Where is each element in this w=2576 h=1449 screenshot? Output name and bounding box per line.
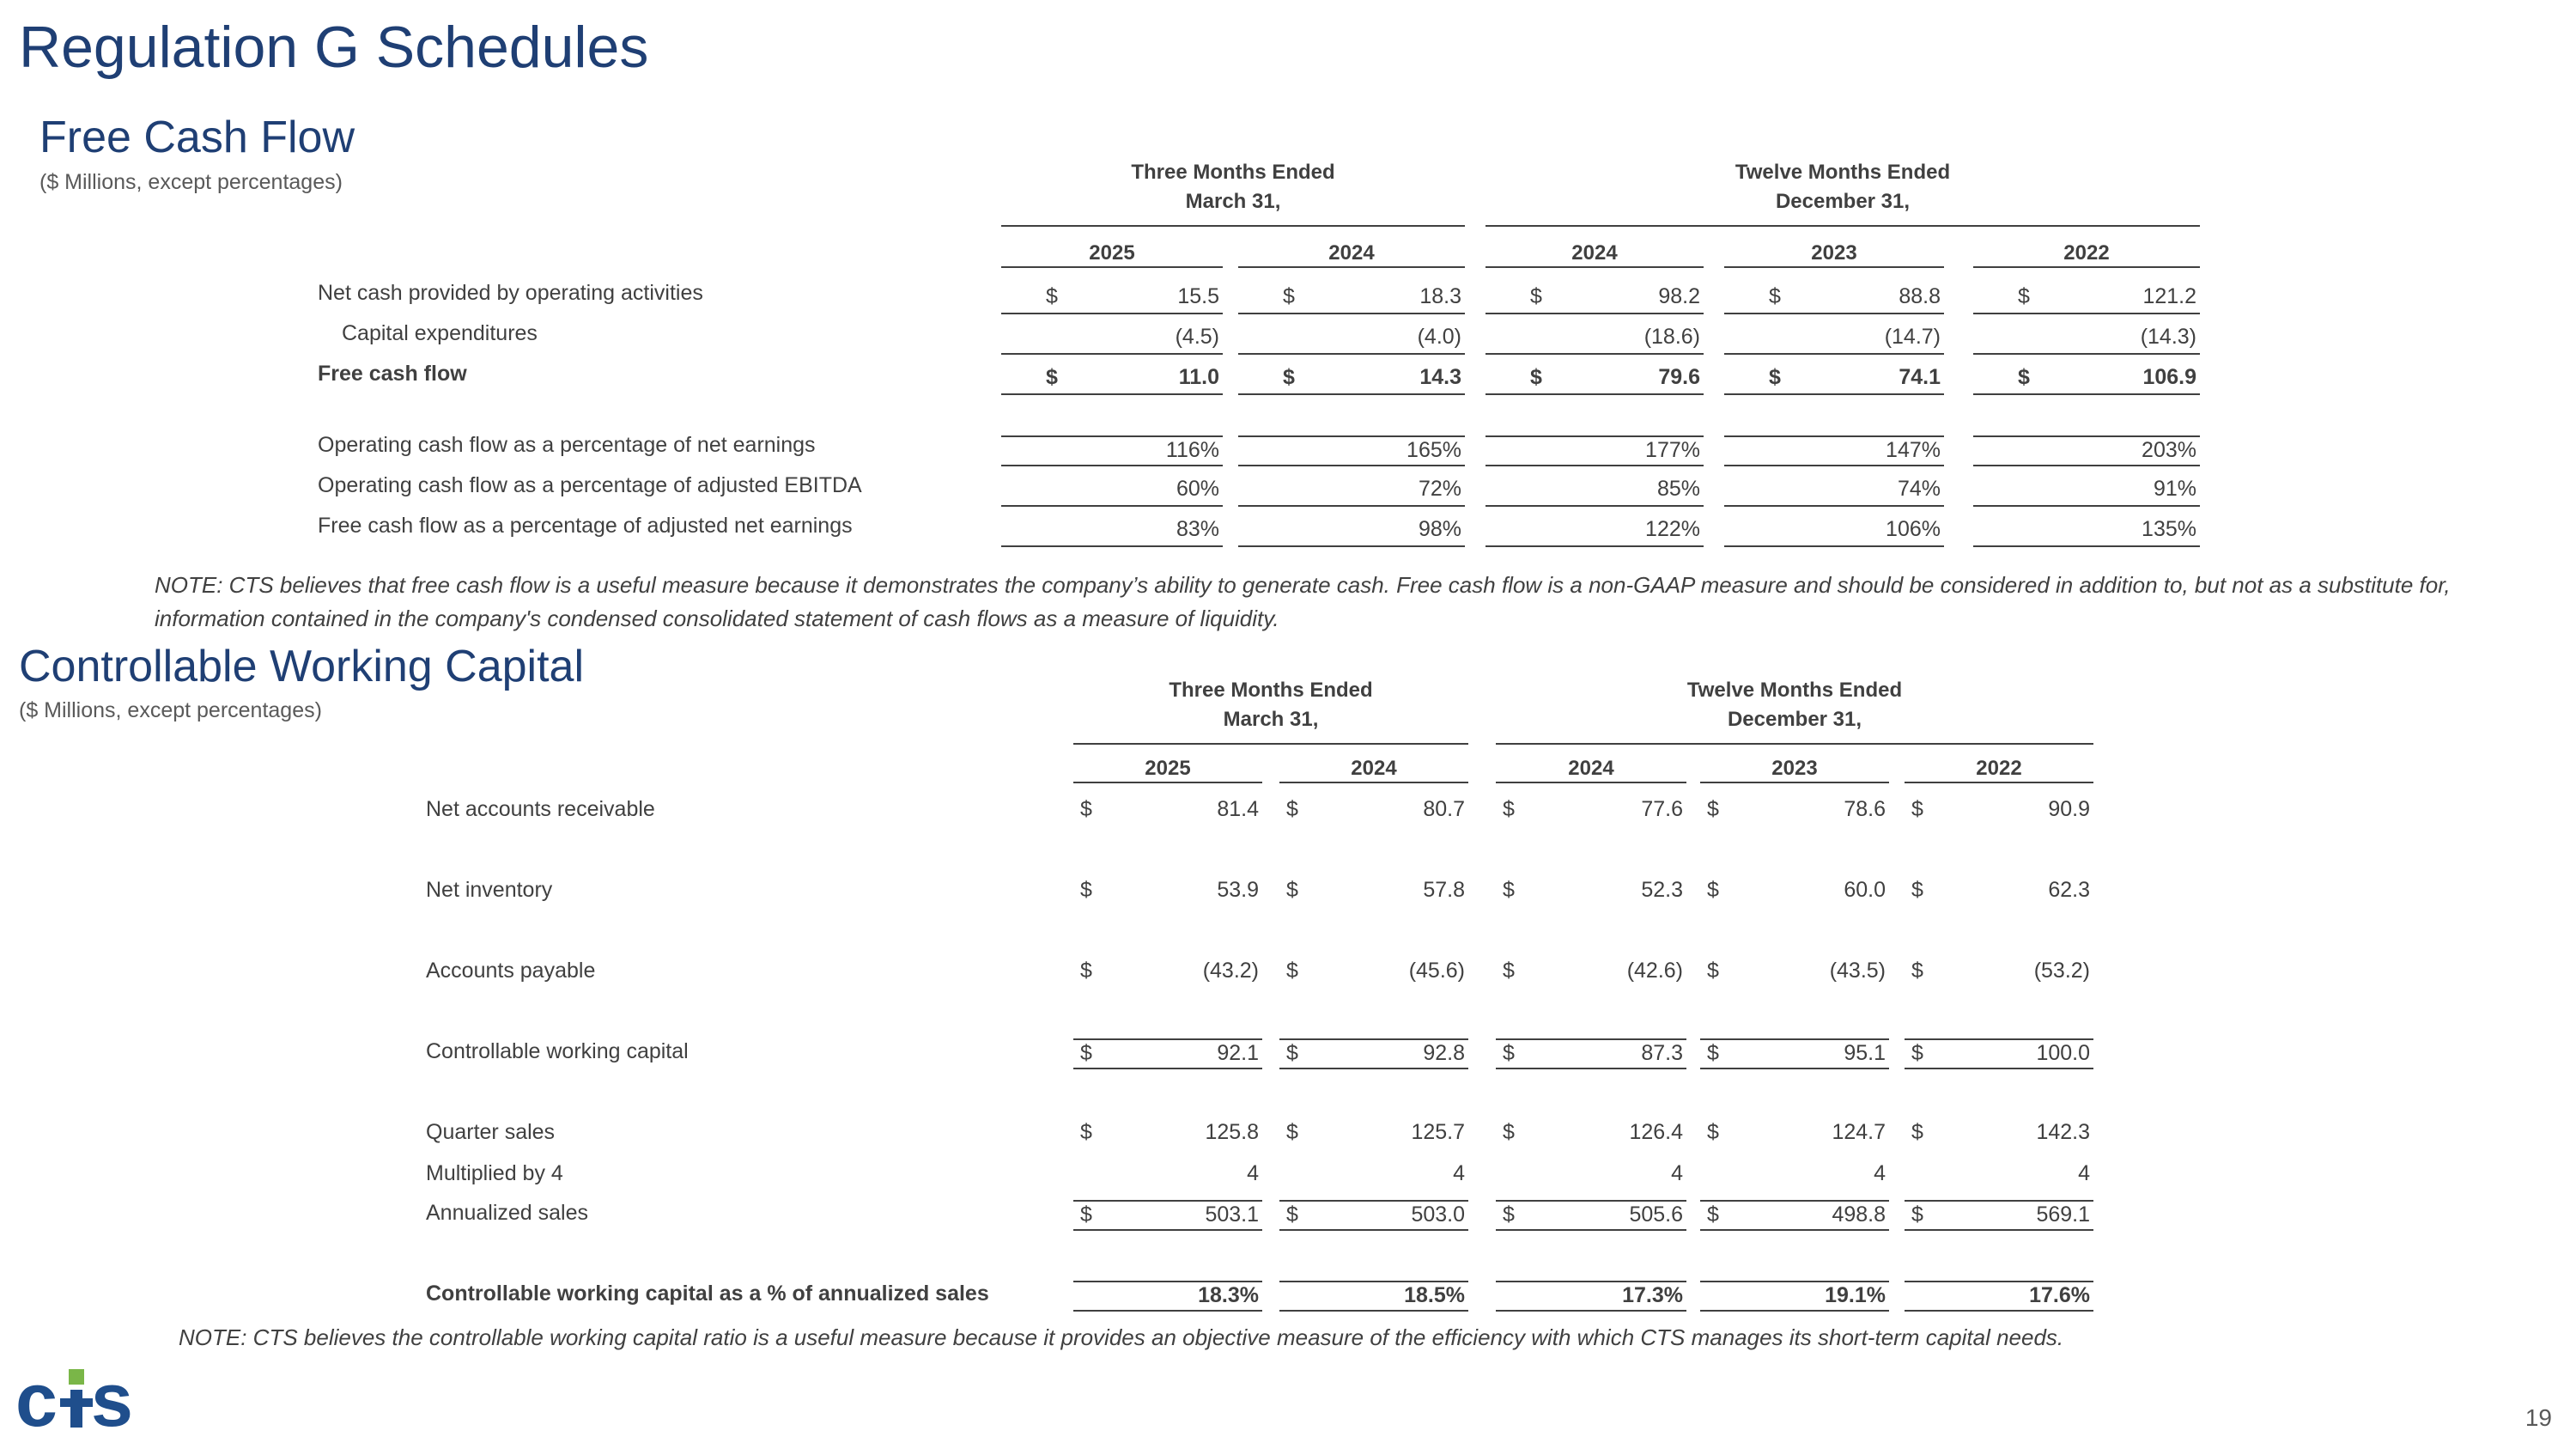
fcf-value: 15.5 [1177, 284, 1219, 308]
cwc-currency-symbol: $ [1080, 1202, 1092, 1227]
cwc-currency-symbol: $ [1080, 959, 1092, 983]
cwc-currency-symbol: $ [1286, 797, 1298, 821]
fcf-subtitle: ($ Millions, except percentages) [39, 170, 343, 194]
fcf-value-cell [1973, 435, 2200, 466]
cwc-value-cell [1700, 1281, 1889, 1312]
cwc-value-cell [1700, 1200, 1889, 1231]
cwc-year-header: 2025 [1073, 756, 1262, 783]
cwc-value: 4 [1247, 1161, 1259, 1185]
fcf-row-label: Capital expenditures [342, 321, 538, 345]
cwc-currency-symbol: $ [1503, 1202, 1515, 1227]
cwc-year-header: 2022 [1905, 756, 2093, 783]
cwc-currency-symbol: $ [1503, 1041, 1515, 1065]
cwc-currency-symbol: $ [1911, 1041, 1923, 1065]
cwc-value-cell [1905, 1281, 2093, 1312]
fcf-row-label: Free cash flow [318, 362, 467, 386]
cwc-value: 60.0 [1844, 878, 1886, 902]
cwc-value-cell [1700, 958, 1889, 989]
cwc-value-cell [1279, 1038, 1468, 1069]
cwc-value: 92.8 [1423, 1041, 1465, 1065]
cwc-value: 18.3% [1198, 1283, 1259, 1307]
cwc-value: (53.2) [2033, 959, 2090, 983]
cwc-value: 92.1 [1217, 1041, 1259, 1065]
cwc-value: 95.1 [1844, 1041, 1886, 1065]
cwc-value: 78.6 [1844, 797, 1886, 821]
fcf-value-cell [1485, 516, 1704, 547]
cwc-value: 57.8 [1423, 878, 1465, 902]
fcf-value: 74.1 [1899, 365, 1941, 389]
fcf-period-twelve-months: Twelve Months Ended December 31, [1485, 158, 2200, 227]
cwc-value-cell [1279, 796, 1468, 827]
cwc-value-cell [1496, 1038, 1686, 1069]
cwc-value-cell [1700, 1038, 1889, 1069]
cwc-value-cell [1073, 1038, 1262, 1069]
fcf-value: 60% [1176, 477, 1219, 501]
cwc-row-label: Multiplied by 4 [426, 1161, 563, 1185]
fcf-row-label: Operating cash flow as a percentage of adjusted EBITDA [318, 473, 862, 497]
cwc-value-cell [1496, 1119, 1686, 1150]
cwc-value-cell [1279, 958, 1468, 989]
fcf-value-cell [1724, 364, 1944, 395]
fcf-value-cell [1238, 516, 1465, 547]
fcf-currency-symbol: $ [1769, 365, 1781, 389]
cwc-note: NOTE: CTS believes the controllable working capital ratio is a useful measure because it provides an objective measure of the efficiency with which CTS manages its short-term capital needs. [179, 1324, 2064, 1350]
cwc-value: 125.7 [1411, 1120, 1465, 1144]
fcf-value: 14.3 [1419, 365, 1461, 389]
cwc-value-cell [1073, 1119, 1262, 1150]
cwc-currency-symbol: $ [1080, 878, 1092, 902]
fcf-currency-symbol: $ [1046, 365, 1058, 389]
cwc-value: (42.6) [1626, 959, 1683, 983]
cwc-currency-symbol: $ [1707, 1202, 1719, 1227]
fcf-value: 88.8 [1899, 284, 1941, 308]
cwc-value: 498.8 [1832, 1202, 1886, 1227]
cwc-period-twelve-months: Twelve Months Ended December 31, [1496, 676, 2093, 745]
cwc-value-cell [1905, 958, 2093, 989]
fcf-value-cell [1973, 324, 2200, 355]
cwc-currency-symbol: $ [1080, 797, 1092, 821]
fcf-value-cell [1724, 516, 1944, 547]
fcf-section-title: Free Cash Flow [39, 113, 355, 162]
fcf-value: 11.0 [1178, 365, 1219, 389]
cwc-period-three-months: Three Months Ended March 31, [1073, 676, 1468, 745]
fcf-row-label: Net cash provided by operating activities [318, 281, 703, 305]
cwc-subtitle: ($ Millions, except percentages) [19, 698, 322, 722]
fcf-value-cell [1973, 283, 2200, 314]
fcf-value-cell [1724, 324, 1944, 355]
cwc-value-cell [1700, 1160, 1889, 1191]
fcf-value-cell [1724, 435, 1944, 466]
cwc-currency-symbol: $ [1707, 1120, 1719, 1144]
fcf-note: NOTE: CTS believes that free cash flow is a useful measure because it demonstrates the company’s ability to generate cash. Free cash flow is a non-GAAP measure and should be considered in addition to, but not as a substitute for, information contained in the company's condensed consolidated statement of cash flows as a measure of liquidity. [155, 572, 2451, 631]
fcf-value-cell [1485, 283, 1704, 314]
cwc-value-cell [1905, 1160, 2093, 1191]
cwc-row-label: Controllable working capital [426, 1039, 689, 1063]
cwc-currency-symbol: $ [1286, 959, 1298, 983]
fcf-value: 85% [1656, 477, 1700, 501]
cwc-row-label: Quarter sales [426, 1120, 556, 1144]
cwc-currency-symbol: $ [1911, 959, 1923, 983]
fcf-value: 74% [1897, 477, 1941, 501]
fcf-currency-symbol: $ [2018, 365, 2030, 389]
fcf-value-cell [1973, 516, 2200, 547]
fcf-value: 72% [1418, 477, 1461, 501]
fcf-period-three-months: Three Months Ended March 31, [1001, 158, 1465, 227]
cwc-value-cell [1073, 877, 1262, 908]
fcf-value: 98% [1418, 517, 1461, 541]
cwc-value: 77.6 [1641, 797, 1683, 821]
cwc-value-cell [1905, 877, 2093, 908]
page-number: 19 [2524, 1404, 2552, 1431]
fcf-currency-symbol: $ [1530, 284, 1542, 308]
cwc-year-header: 2024 [1279, 756, 1468, 783]
fcf-value-cell [1238, 324, 1465, 355]
cwc-value: 53.9 [1217, 878, 1259, 902]
fcf-value: 98.2 [1658, 284, 1700, 308]
fcf-value-cell [1001, 283, 1223, 314]
cwc-value-cell [1496, 1281, 1686, 1312]
svg-text:s: s [91, 1364, 133, 1433]
cwc-currency-symbol: $ [1911, 1120, 1923, 1144]
cwc-value: 125.8 [1205, 1120, 1259, 1144]
cwc-value-cell [1700, 1119, 1889, 1150]
cwc-value-cell [1279, 1200, 1468, 1231]
cwc-row-label: Controllable working capital as a % of annualized sales [426, 1282, 989, 1306]
fcf-value-cell [1485, 364, 1704, 395]
fcf-year-header: 2023 [1724, 240, 1944, 268]
cwc-value-cell [1279, 1160, 1468, 1191]
fcf-value-cell [1001, 364, 1223, 395]
page-title: Regulation G Schedules [19, 15, 649, 80]
fcf-value: 135% [2142, 517, 2196, 541]
cwc-currency-symbol: $ [1503, 797, 1515, 821]
fcf-year-header: 2022 [1973, 240, 2200, 268]
cwc-value-cell [1073, 796, 1262, 827]
cwc-value: 18.5% [1404, 1283, 1465, 1307]
cwc-currency-symbol: $ [1286, 1120, 1298, 1144]
fcf-value: 147% [1886, 438, 1941, 462]
fcf-value-cell [1001, 324, 1223, 355]
fcf-value-cell [1238, 364, 1465, 395]
fcf-value-cell [1238, 476, 1465, 507]
cwc-row-label: Net inventory [426, 878, 553, 902]
cwc-value-cell [1279, 1281, 1468, 1312]
fcf-value-cell [1973, 476, 2200, 507]
cwc-year-header: 2024 [1496, 756, 1686, 783]
cwc-value-cell [1073, 958, 1262, 989]
cwc-value-cell [1496, 958, 1686, 989]
fcf-value-cell [1238, 283, 1465, 314]
cwc-row-label: Net accounts receivable [426, 797, 655, 821]
fcf-value-cell [1001, 476, 1223, 507]
fcf-value: (14.7) [1884, 325, 1941, 349]
fcf-value: 106% [1886, 517, 1941, 541]
fcf-value: (4.5) [1175, 325, 1219, 349]
cwc-value: (43.2) [1202, 959, 1259, 983]
fcf-value-cell [1485, 476, 1704, 507]
fcf-value-cell [1724, 476, 1944, 507]
cwc-value: 100.0 [2036, 1041, 2090, 1065]
fcf-value: 91% [2153, 477, 2196, 501]
cwc-value: 4 [1874, 1161, 1886, 1185]
cwc-currency-symbol: $ [1286, 1202, 1298, 1227]
cwc-value-cell [1496, 877, 1686, 908]
cwc-currency-symbol: $ [1707, 959, 1719, 983]
cwc-currency-symbol: $ [1286, 1041, 1298, 1065]
fcf-value: 18.3 [1419, 284, 1461, 308]
cwc-value: 17.3% [1622, 1283, 1683, 1307]
cwc-currency-symbol: $ [1707, 797, 1719, 821]
cwc-value: 52.3 [1641, 878, 1683, 902]
cwc-value-cell [1496, 1200, 1686, 1231]
cwc-row-label: Annualized sales [426, 1201, 589, 1225]
fcf-value: 165% [1406, 438, 1461, 462]
cwc-value-cell [1279, 1119, 1468, 1150]
cwc-currency-symbol: $ [1911, 797, 1923, 821]
cwc-value-cell [1700, 877, 1889, 908]
fcf-value: 79.6 [1658, 365, 1700, 389]
cwc-value: 4 [1453, 1161, 1465, 1185]
fcf-row-label: Operating cash flow as a percentage of net earnings [318, 433, 816, 457]
cwc-value: 124.7 [1832, 1120, 1886, 1144]
fcf-value: (14.3) [2140, 325, 2196, 349]
cwc-value: 87.3 [1641, 1041, 1683, 1065]
fcf-row-label: Free cash flow as a percentage of adjusted net earnings [318, 514, 853, 538]
cwc-value: 569.1 [2036, 1202, 2090, 1227]
cwc-value: (43.5) [1829, 959, 1886, 983]
fcf-value: (18.6) [1643, 325, 1700, 349]
cwc-value: 17.6% [2029, 1283, 2090, 1307]
fcf-value: 106.9 [2142, 365, 2196, 389]
cwc-value: 142.3 [2036, 1120, 2090, 1144]
cwc-value-cell [1905, 1038, 2093, 1069]
cwc-value-cell [1905, 796, 2093, 827]
cwc-value: 505.6 [1629, 1202, 1683, 1227]
fcf-value: 177% [1645, 438, 1700, 462]
fcf-value-cell [1001, 516, 1223, 547]
fcf-value-cell [1238, 435, 1465, 466]
cwc-currency-symbol: $ [1707, 878, 1719, 902]
cwc-row-label: Accounts payable [426, 959, 596, 983]
cwc-value: (45.6) [1408, 959, 1465, 983]
fcf-value: 116% [1165, 438, 1219, 462]
cwc-value: 19.1% [1825, 1283, 1886, 1307]
fcf-year-header: 2025 [1001, 240, 1223, 268]
fcf-year-header: 2024 [1485, 240, 1704, 268]
svg-text:c: c [15, 1364, 54, 1433]
fcf-value: 83% [1176, 517, 1219, 541]
cwc-currency-symbol: $ [1911, 1202, 1923, 1227]
fcf-currency-symbol: $ [1283, 284, 1295, 308]
fcf-currency-symbol: $ [1046, 284, 1058, 308]
fcf-currency-symbol: $ [1769, 284, 1781, 308]
cwc-value: 503.0 [1411, 1202, 1465, 1227]
fcf-value: 203% [2142, 438, 2196, 462]
cwc-currency-symbol: $ [1707, 1041, 1719, 1065]
cwc-currency-symbol: $ [1503, 959, 1515, 983]
fcf-value-cell [1973, 364, 2200, 395]
cwc-currency-symbol: $ [1503, 1120, 1515, 1144]
cwc-value: 503.1 [1205, 1202, 1259, 1227]
fcf-value: 121.2 [2142, 284, 2196, 308]
cwc-year-header: 2023 [1700, 756, 1889, 783]
cts-logo [15, 1364, 153, 1433]
cwc-currency-symbol: $ [1911, 878, 1923, 902]
cwc-value-cell [1496, 1160, 1686, 1191]
fcf-value-cell [1485, 435, 1704, 466]
cwc-currency-symbol: $ [1503, 878, 1515, 902]
cwc-value-cell [1073, 1200, 1262, 1231]
cwc-value: 62.3 [2048, 878, 2090, 902]
fcf-value-cell [1485, 324, 1704, 355]
fcf-value-cell [1724, 283, 1944, 314]
cwc-value-cell [1700, 796, 1889, 827]
cwc-value-cell [1496, 796, 1686, 827]
cwc-value-cell [1905, 1119, 2093, 1150]
cwc-value: 4 [1671, 1161, 1683, 1185]
cwc-value-cell [1073, 1160, 1262, 1191]
cwc-value-cell [1905, 1200, 2093, 1231]
cwc-section-title: Controllable Working Capital [19, 642, 585, 691]
fcf-currency-symbol: $ [1530, 365, 1542, 389]
fcf-value: 122% [1645, 517, 1700, 541]
fcf-value: (4.0) [1417, 325, 1461, 349]
fcf-value-cell [1001, 435, 1223, 466]
cwc-value: 81.4 [1217, 797, 1259, 821]
cwc-value-cell [1073, 1281, 1262, 1312]
cwc-value: 126.4 [1629, 1120, 1683, 1144]
cwc-currency-symbol: $ [1080, 1041, 1092, 1065]
cwc-currency-symbol: $ [1286, 878, 1298, 902]
fcf-year-header: 2024 [1238, 240, 1465, 268]
fcf-currency-symbol: $ [1283, 365, 1295, 389]
fcf-currency-symbol: $ [2018, 284, 2030, 308]
cwc-currency-symbol: $ [1080, 1120, 1092, 1144]
cwc-value-cell [1279, 877, 1468, 908]
cwc-value: 80.7 [1423, 797, 1465, 821]
cwc-value: 90.9 [2048, 797, 2090, 821]
cwc-value: 4 [2078, 1161, 2090, 1185]
